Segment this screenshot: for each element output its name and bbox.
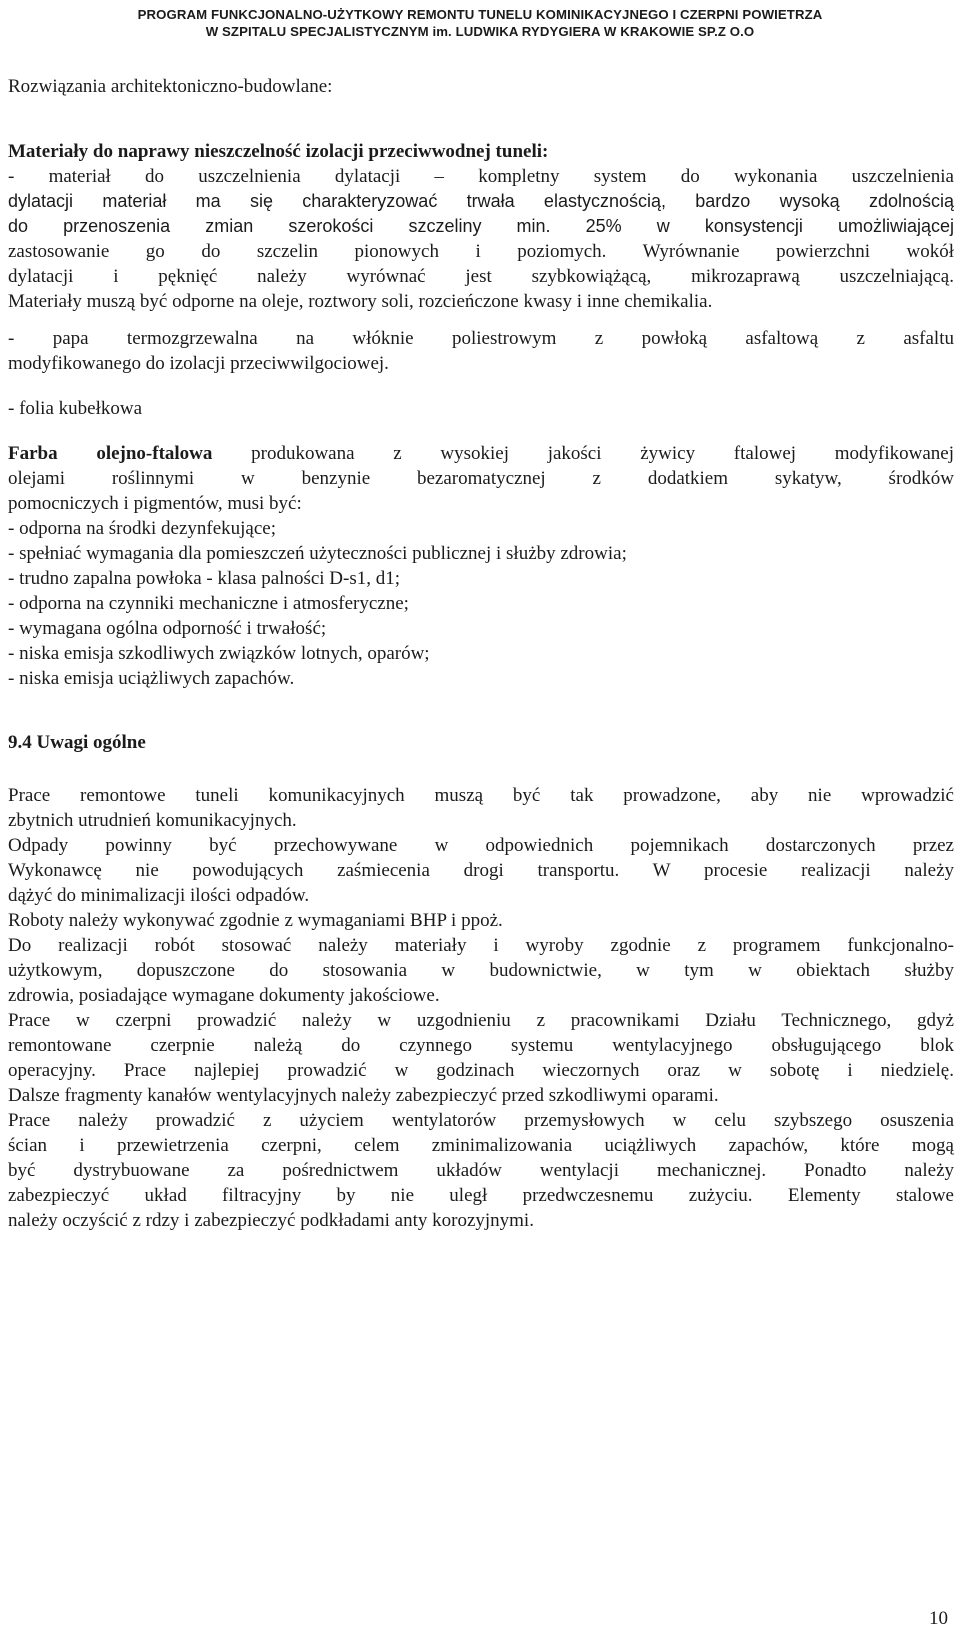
materials-p1-l1: - materiał do uszczelnienia dylatacji – kompletny system do wykonania uszczelnienia [8,166,954,187]
text-line: Odpady powinny być przechowywane w odpowiednich pojemnikach dostarczonych przez [8,835,954,856]
paint-line-3: pomocniczych i pigmentów, musi być: [8,493,302,514]
materials-p1-l2: dylatacji materiał ma się charakteryzować trwała elastycznością, bardzo wysoką zdolnością [8,191,954,211]
section-94-number: 9.4 [8,732,32,753]
document-body [8,74,954,1233]
text-line: Do realizacji robót stosować należy materiały i wyroby zgodnie z programem funkcjonalno- [8,935,954,956]
text-line: remontowane czerpnie należą do czynnego systemu wentylacyjnego obsługującego blok [8,1035,954,1056]
materials-paragraph-3: - folia kubełkowa [8,398,143,419]
text-line: Wykonawcę nie powodujących zaśmiecenia drogi transportu. W procesie realizacji należy [8,860,954,881]
text-line: zdrowia, posiadające wymagane dokumenty jakościowe. [8,985,440,1006]
text-line: dążyć do minimalizacji ilości odpadów. [8,885,310,906]
paint-item: - odporna na środki dezynfekujące; [8,518,277,539]
paint-item: - odporna na czynniki mechaniczne i atmosferyczne; [8,593,409,614]
paint-line-2: olejami roślinnymi w benzynie bezaromatycznej z dodatkiem sykatyw, środków [8,468,954,489]
text-line: należy oczyścić z rdzy i zabezpieczyć podkładami anty korozyjnymi. [8,1210,534,1231]
materials-section [8,139,954,421]
text-line: zbytnich utrudnień komunikacyjnych. [8,810,297,831]
page-header [0,6,960,40]
section-94-paragraph [8,783,954,833]
materials-p1-l3: do przenoszenia zmian szerokości szczeliny min. 25% w konsystencji umożliwiającej [8,216,954,236]
materials-title: Materiały do naprawy nieszczelność izolacji przeciwwodnej tuneli: [8,141,549,162]
text-line: być dystrybuowane za pośrednictwem układów wentylacji mechanicznej. Ponadto należy [8,1160,954,1181]
text-line: Prace w czerpni prowadzić należy w uzgodnieniu z pracownikami Działu Technicznego, gdyż [8,1010,954,1031]
paint-item: - spełniać wymagania dla pomieszczeń użyteczności publicznej i służby zdrowia; [8,543,627,564]
text-line: Prace należy prowadzić z użyciem wentylatorów przemysłowych w celu szybszego osuszenia [8,1110,954,1131]
text-line: użytkowym, dopuszczone do stosowania w budownictwie, w tym w obiektach służby [8,960,954,981]
text-line: ścian i przewietrzenia czerpni, celem zminimalizowania uciążliwych zapachów, które mogą [8,1135,954,1156]
paint-item: - niska emisja szkodliwych związków lotnych, oparów; [8,643,430,664]
paint-line-1: produkowana z wysokiej jakości żywicy ftalowej modyfikowanej [212,443,954,464]
header-line-2: W SZPITALU SPECJALISTYCZNYM im. LUDWIKA RYDYGIERA W KRAKOWIE SP.Z O.O [205,24,755,39]
section-94-paragraph [8,1008,954,1108]
paint-lead: Farba olejno-ftalowa [8,443,213,464]
materials-p1-l6: Materiały muszą być odporne na oleje, roztwory soli, rozcieńczone kwasy i inne chemikalia. [8,291,713,312]
materials-paragraph-2 [8,326,954,376]
section-94-paragraph [8,833,954,908]
section-94-title: Uwagi ogólne [31,732,146,753]
text-line: zabezpieczyć układ filtracyjny by nie uległ przedwczesnemu zużyciu. Elementy stalowe [8,1185,954,1206]
text-line: Prace remontowe tuneli komunikacyjnych muszą być tak prowadzone, aby nie wprowadzić [8,785,954,806]
section-title: Rozwiązania architektoniczno-budowlane: [8,76,333,97]
text-line: Roboty należy wykonywać zgodnie z wymaganiami BHP i ppoż. [8,910,503,931]
text-line: Dalsze fragmenty kanałów wentylacyjnych należy zabezpieczyć przed szkodliwymi oparami. [8,1085,719,1106]
section-94-heading [8,730,954,755]
paint-item: - wymagana ogólna odporność i trwałość; [8,618,327,639]
header-line-1: PROGRAM FUNKCJONALNO-UŻYTKOWY REMONTU TUNELU KOMINIKACYJNEGO I CZERPNI POWIETRZA [137,7,823,22]
section-94-paragraph [8,908,954,933]
text-line: operacyjny. Prace najlepiej prowadzić w godzinach wieczornych oraz w sobotę i niedzielę. [8,1060,954,1081]
paint-item: - trudno zapalna powłoka - klasa palności D-s1, d1; [8,568,401,589]
section-94-paragraph [8,933,954,1008]
section-94-paragraph [8,1108,954,1233]
paint-section [8,441,954,691]
materials-p1-l4: zastosowanie go do szczelin pionowych i poziomych. Wyrównanie powierzchni wokół [8,241,954,262]
materials-p2-l1: - papa termozgrzewalna na włóknie poliestrowym z powłoką asfaltową z asfaltu [8,328,954,349]
materials-p2-l2: modyfikowanego do izolacji przeciwwilgociowej. [8,353,389,374]
page-number: 10 [929,1608,948,1629]
section-94 [8,730,954,1233]
paint-item: - niska emisja uciążliwych zapachów. [8,668,295,689]
materials-p1-l5: dylatacji i pęknięć należy wyrównać jest szybkowiążącą, mikrozaprawą uszczelniającą. [8,266,954,287]
materials-paragraph-1 [8,164,954,314]
